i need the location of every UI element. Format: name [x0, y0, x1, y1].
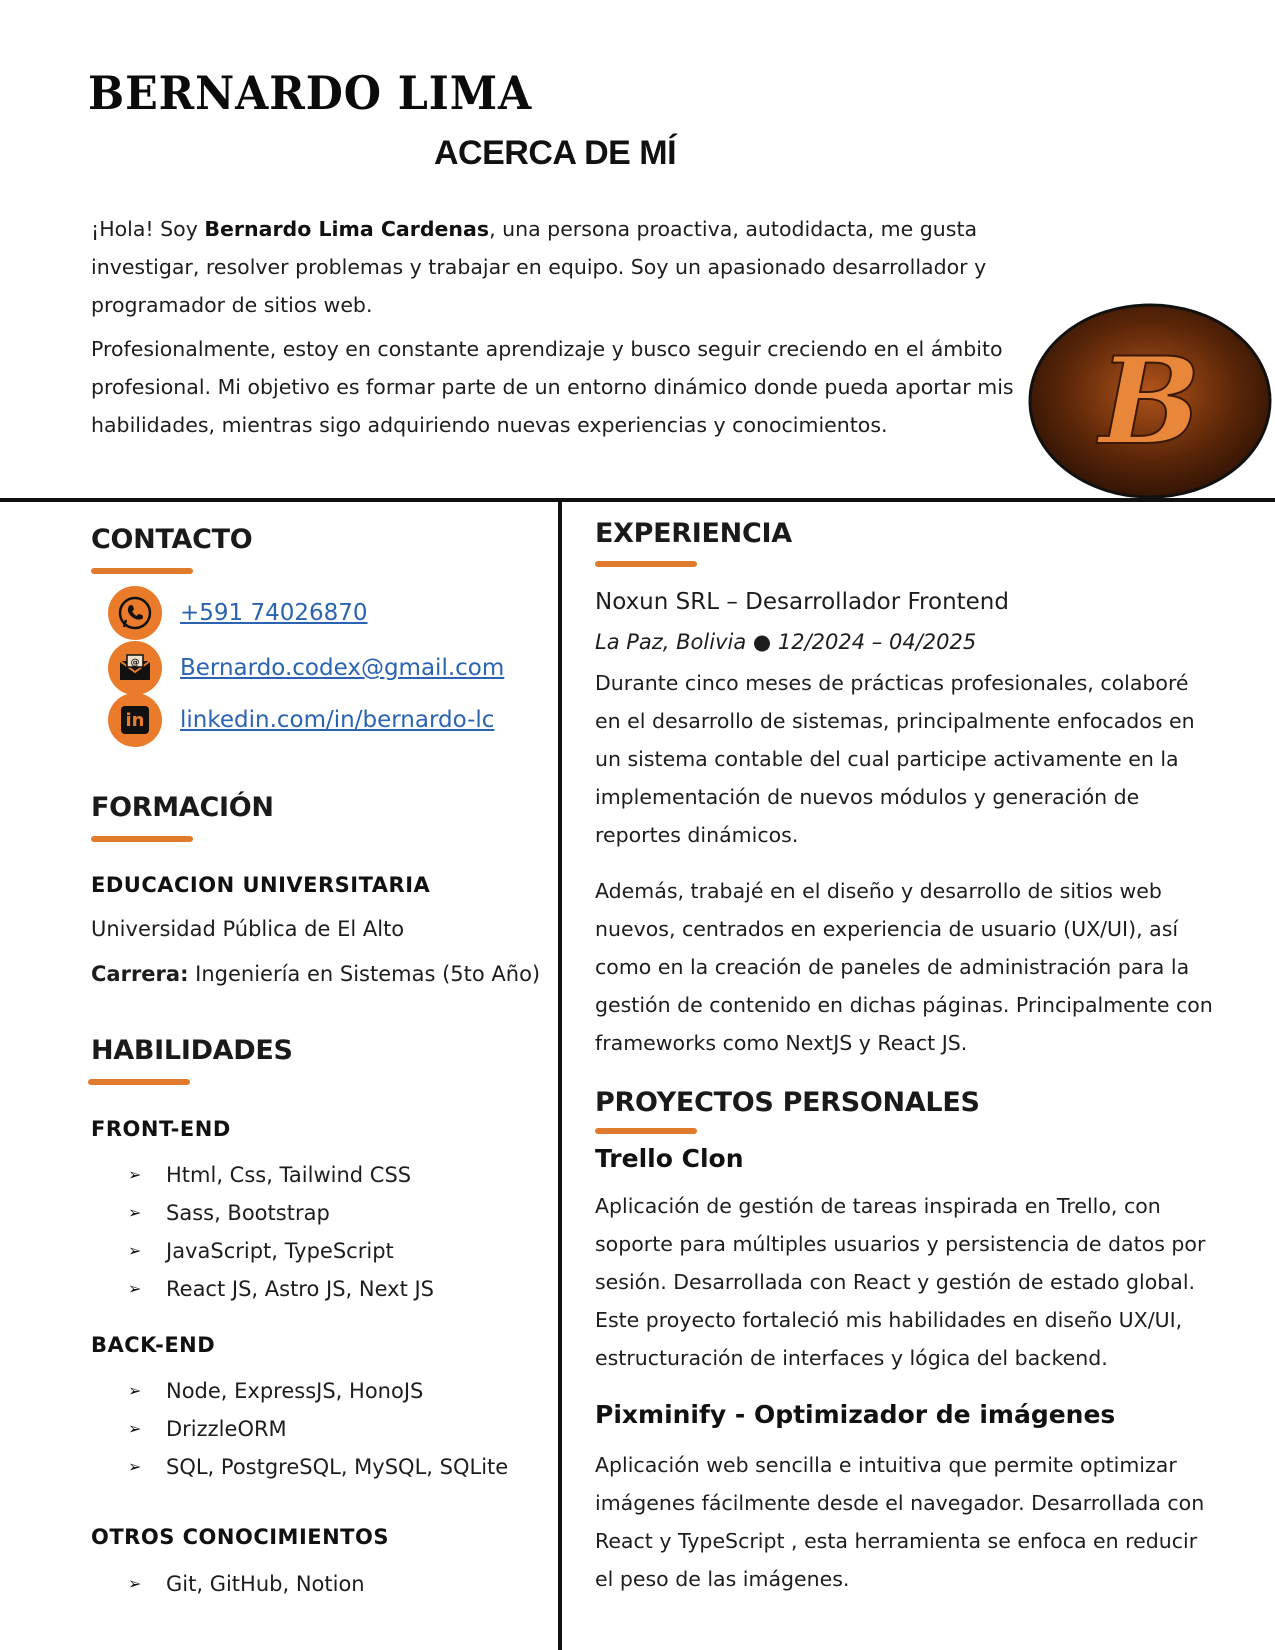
frontend-title: FRONT-END — [91, 1117, 231, 1141]
education-heading: EDUCACION UNIVERSITARIA — [91, 873, 431, 897]
intro-paragraph-1 — [91, 210, 1021, 324]
list-item — [128, 1194, 434, 1232]
skill-text: React JS, Astro JS, Next JS — [166, 1277, 434, 1301]
linkedin-link[interactable]: linkedin.com/in/bernardo-lc — [180, 707, 495, 733]
contact-underline — [91, 568, 193, 574]
experience-paragraph-2: Además, trabajé en el diseño y desarrollo de sitios web nuevos, centrados en experiencia de usuario (UX/UI), así como en la creación de paneles de administración para la gestión de contenido en dichas páginas. Principalmente con frameworks como NextJS y React JS. — [595, 879, 1213, 1055]
arrow-bullet-icon: ➢ — [128, 1241, 142, 1260]
skill-text: Git, GitHub, Notion — [166, 1572, 365, 1596]
email-icon — [108, 641, 162, 695]
project-1-description: Aplicación de gestión de tareas inspirada en Trello, con soporte para múltiples usuarios y persistencia de datos por sesión. Desarrollada con React y gestión de estado global. Este proyecto fortaleció mis habilidades en diseño UX/UI, estructuración de interfaces y lógica del backend. — [595, 1194, 1206, 1370]
list-item — [128, 1156, 434, 1194]
list-item — [128, 1448, 508, 1486]
linkedin-icon — [108, 693, 162, 747]
arrow-bullet-icon: ➢ — [128, 1381, 142, 1400]
arrow-bullet-icon: ➢ — [128, 1457, 142, 1476]
arrow-bullet-icon: ➢ — [128, 1165, 142, 1184]
experience-meta: La Paz, Bolivia ● 12/2024 – 04/2025 — [595, 630, 977, 654]
skills-title: HABILIDADES — [91, 1035, 293, 1066]
backend-list — [128, 1372, 508, 1486]
backend-title: BACK-END — [91, 1333, 216, 1357]
avatar-letter: B — [1099, 331, 1201, 472]
skill-text: DrizzleORM — [166, 1417, 287, 1441]
experience-title: EXPERIENCIA — [595, 518, 792, 549]
skill-text: Html, Css, Tailwind CSS — [166, 1163, 412, 1187]
project-2-title: Pixminify - Optimizador de imágenes — [595, 1400, 1116, 1429]
intro-text: ¡Hola! Soy — [91, 217, 205, 241]
skills-underline — [88, 1079, 190, 1085]
skill-text: Node, ExpressJS, HonoJS — [166, 1379, 424, 1403]
project-1-title: Trello Clon — [595, 1144, 744, 1173]
experience-role: Noxun SRL – Desarrollador Frontend — [595, 589, 1009, 615]
experience-paragraph-1: Durante cinco meses de prácticas profesionales, colaboré en el desarrollo de sistemas, principalmente enfocados en un sistema contable del cual participe activamente en la implementación de nuevos módulos y generación de reportes dinámicos. — [595, 671, 1195, 847]
education-title: FORMACIÓN — [91, 792, 274, 823]
arrow-bullet-icon: ➢ — [128, 1419, 142, 1438]
contact-linkedin[interactable] — [108, 692, 494, 748]
vertical-divider — [558, 498, 562, 1650]
contact-phone[interactable] — [108, 585, 368, 641]
frontend-list — [128, 1156, 434, 1308]
avatar-logo — [1028, 303, 1273, 499]
intro-name-bold: Bernardo Lima Cardenas — [204, 217, 490, 241]
list-item — [128, 1565, 365, 1603]
skill-text: JavaScript, TypeScript — [166, 1239, 394, 1263]
list-item — [128, 1372, 508, 1410]
career — [91, 962, 540, 986]
arrow-bullet-icon: ➢ — [128, 1203, 142, 1222]
skill-text: SQL, PostgreSQL, MySQL, SQLite — [166, 1455, 509, 1479]
arrow-bullet-icon: ➢ — [128, 1279, 142, 1298]
svg-text:@: @ — [130, 658, 140, 668]
intro-text: , una persona proactiva, autodidacta, me gusta investigar, resolver problemas y trabajar en equipo. Soy un apasionado desarrollador y programador de sitios web. — [91, 217, 987, 317]
whatsapp-icon — [108, 586, 162, 640]
arrow-bullet-icon: ➢ — [128, 1574, 142, 1593]
other-title: OTROS CONOCIMIENTOS — [91, 1525, 389, 1549]
email-link[interactable]: Bernardo.codex@gmail.com — [180, 655, 505, 681]
list-item — [128, 1232, 434, 1270]
contact-title: CONTACTO — [91, 524, 253, 555]
university-name: Universidad Pública de El Alto — [91, 917, 405, 941]
projects-underline — [595, 1128, 697, 1134]
career-label: Carrera: — [91, 962, 189, 986]
projects-title: PROYECTOS PERSONALES — [595, 1087, 980, 1118]
other-list — [128, 1565, 365, 1603]
linkedin-glyph: in — [121, 706, 149, 734]
list-item — [128, 1410, 508, 1448]
career-value: Ingeniería en Sistemas (5to Año) — [188, 962, 541, 986]
candidate-name: BERNARDO LIMA — [88, 66, 533, 120]
contact-email[interactable] — [108, 640, 504, 696]
horizontal-divider — [0, 498, 1275, 502]
project-2-description: Aplicación web sencilla e intuitiva que permite optimizar imágenes fácilmente desde el navegador. Desarrollada con React y TypeScript , esta herramienta se enfoca en reducir el peso de las imágenes. — [595, 1453, 1205, 1591]
skill-text: Sass, Bootstrap — [166, 1201, 330, 1225]
phone-link[interactable]: +591 74026870 — [180, 600, 368, 626]
education-underline — [91, 836, 193, 842]
intro-paragraph-2: Profesionalmente, estoy en constante aprendizaje y busco seguir creciendo en el ámbito profesional. Mi objetivo es formar parte de un entorno dinámico donde pueda aportar mis habilidades, mientras sigo adquiriendo nuevas experiencias y conocimientos. — [91, 337, 1014, 437]
experience-underline — [595, 561, 697, 567]
about-title: ACERCA DE MÍ — [434, 134, 677, 172]
list-item — [128, 1270, 434, 1308]
